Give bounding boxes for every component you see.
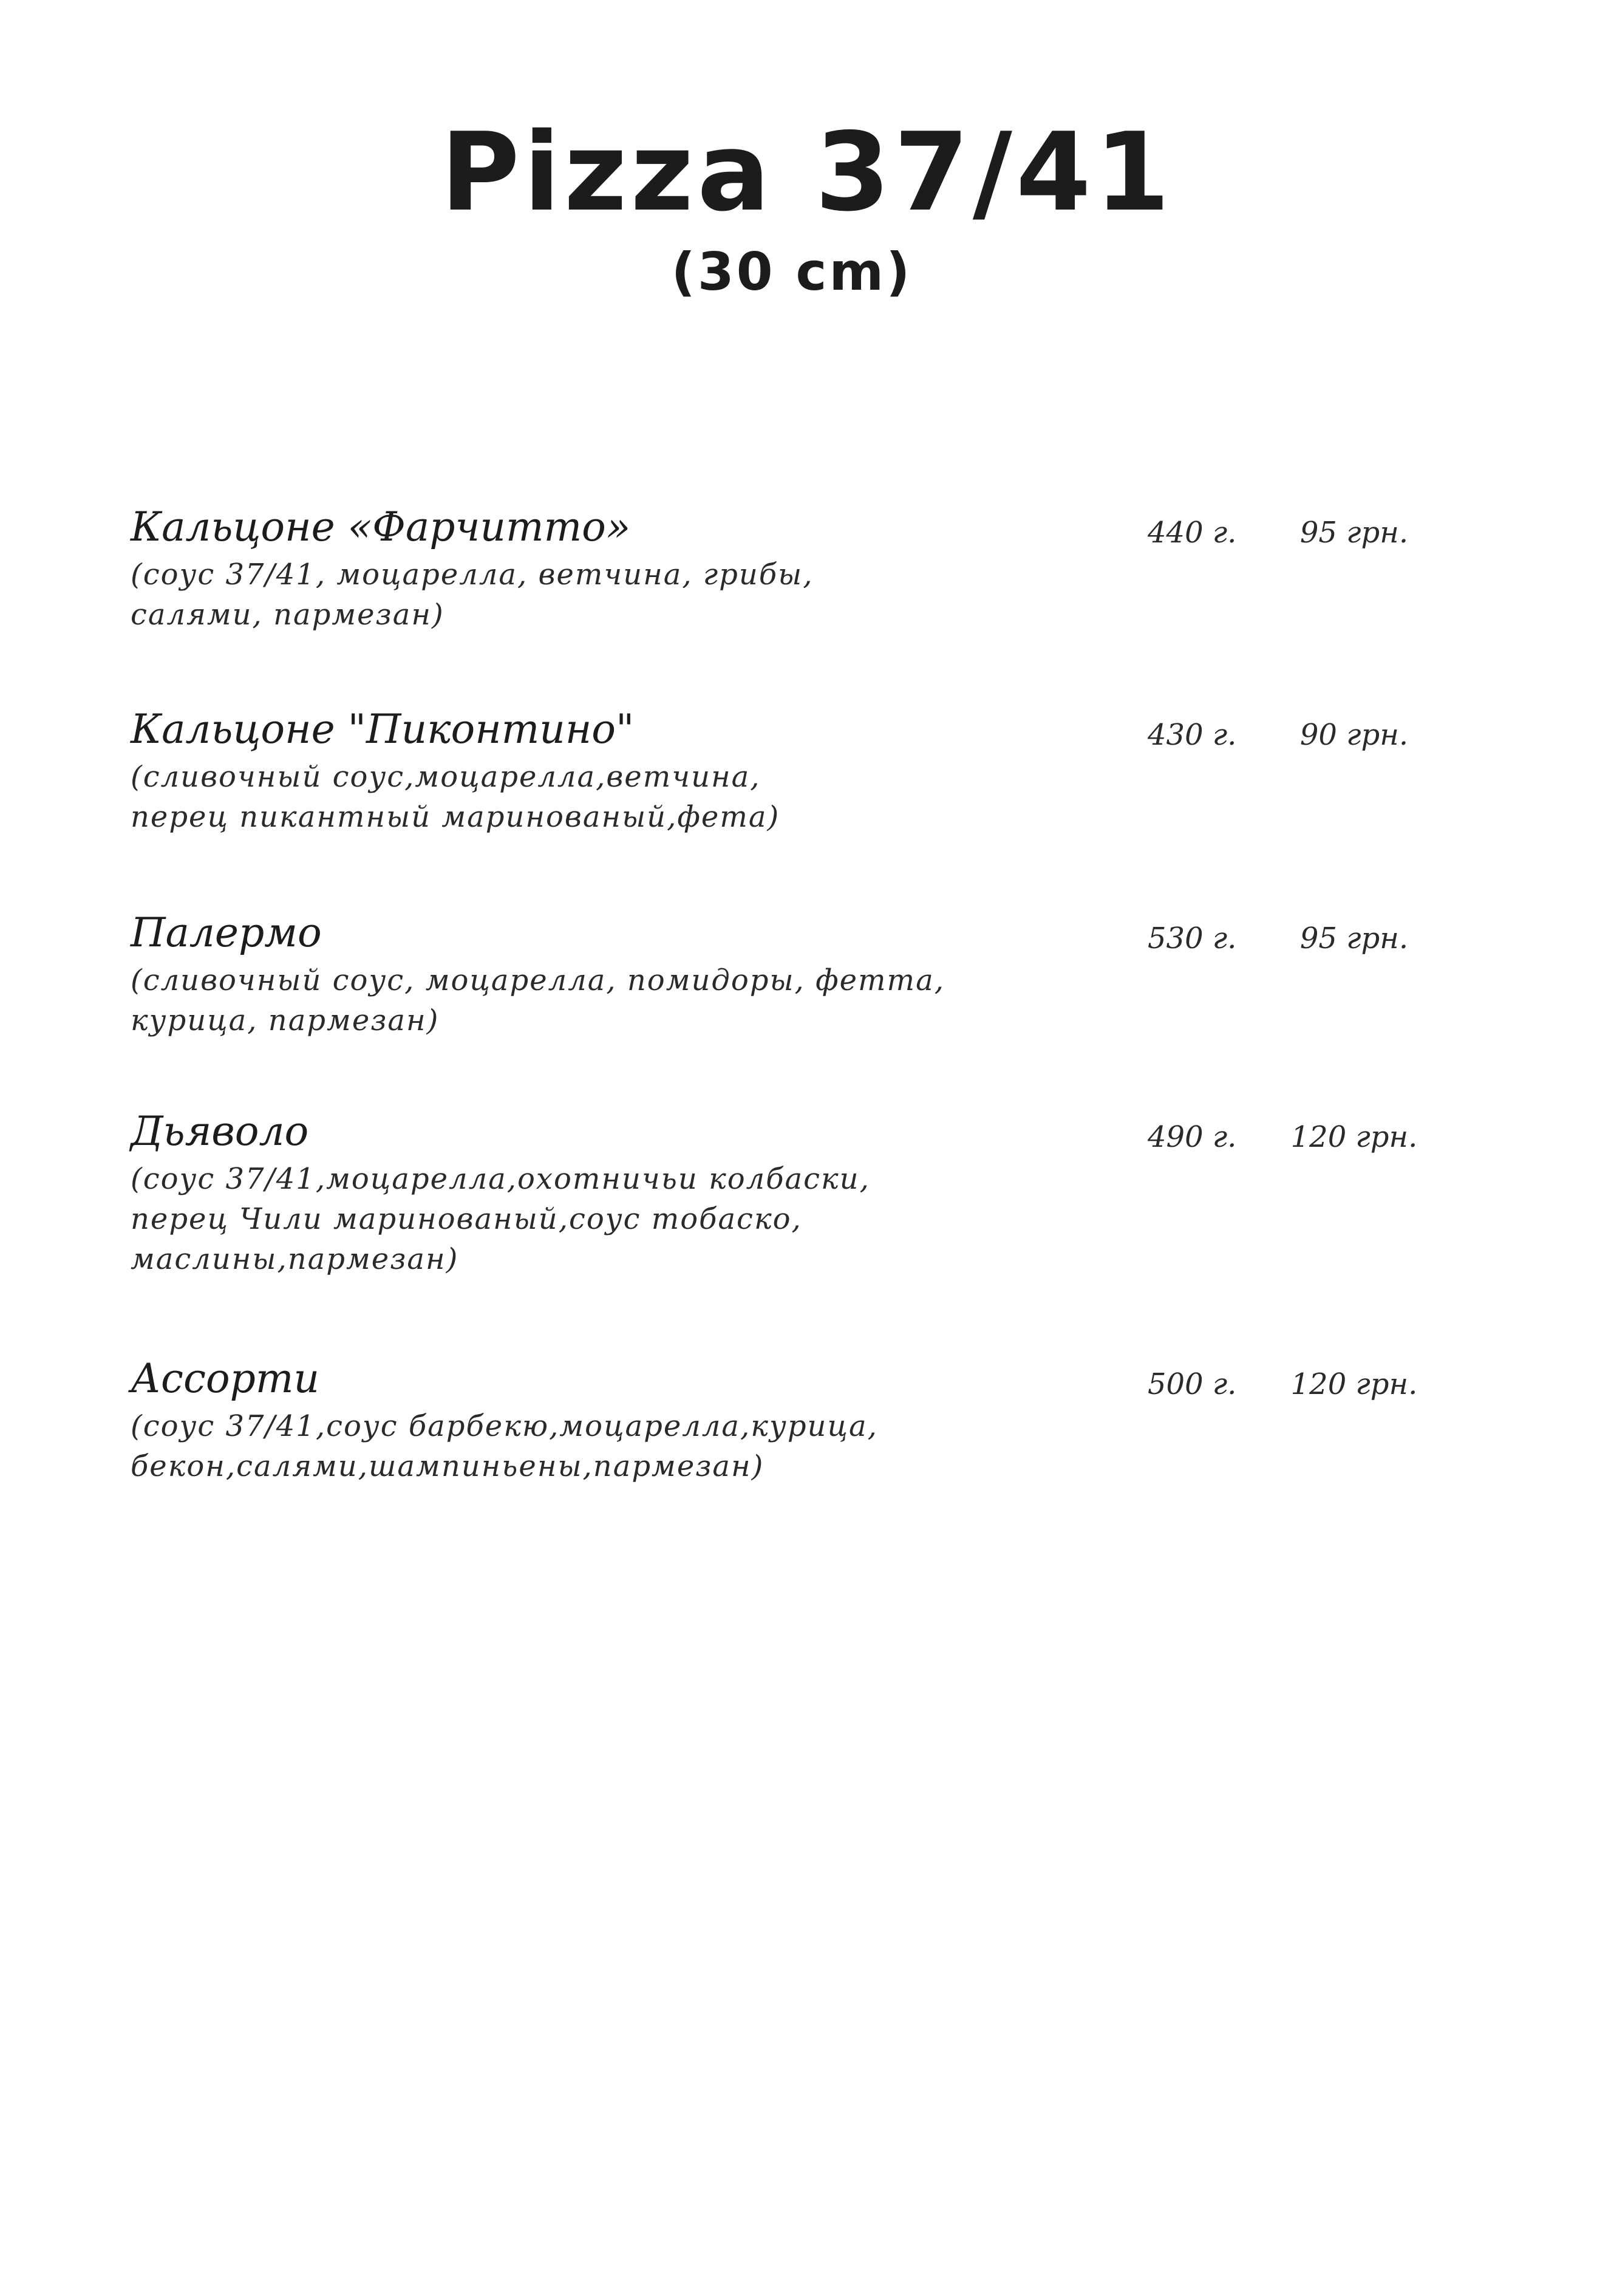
menu-item-description-line: салями, пармезан)	[131, 598, 444, 632]
menu-item-description-line: (сливочный соус,моцарелла,ветчина,	[131, 760, 761, 794]
menu-item-description-line: перец Чили маринованый,соус тобаско,	[131, 1202, 802, 1236]
menu-item-weight: 440 г.	[1148, 516, 1237, 550]
menu-item-description-line: (сливочный соус, моцарелла, помидоры, фетта,	[131, 963, 945, 997]
menu-item-description	[131, 1159, 1503, 1279]
menu-item-weight: 500 г.	[1148, 1367, 1237, 1401]
menu-item-description	[131, 555, 1503, 635]
menu-item-weight: 530 г.	[1148, 921, 1237, 955]
menu-item-description-line: (соус 37/41,соус барбекю,моцарелла,курица,	[131, 1409, 878, 1443]
menu-item-price: 120 грн.	[1290, 1367, 1418, 1401]
menu-item	[131, 1355, 1503, 1486]
menu-item-description-line: маслины,пармезан)	[131, 1242, 459, 1276]
menu-item-description	[131, 757, 1503, 837]
menu-item	[131, 909, 1503, 1040]
menu-item-price: 90 грн.	[1299, 718, 1409, 752]
menu-item-description	[131, 960, 1503, 1040]
menu-item	[131, 1108, 1503, 1279]
menu-item-description-line: перец пикантный маринованый,фета)	[131, 800, 780, 834]
menu-item-description-line: курица, пармезан)	[131, 1003, 440, 1037]
menu-item-description	[131, 1406, 1503, 1486]
menu-item	[131, 504, 1503, 635]
menu-item-weight: 430 г.	[1148, 718, 1237, 752]
menu-item-name: Кальцоне «Фарчитто»	[131, 504, 631, 550]
menu-item-name: Кальцоне "Пиконтино"	[131, 706, 635, 753]
menu-item-price: 95 грн.	[1299, 921, 1409, 955]
menu-item-description-line: (соус 37/41,моцарелла,охотничьи колбаски,	[131, 1162, 870, 1196]
menu-item-name: Дьяволо	[131, 1108, 309, 1155]
menu-item-name: Палермо	[131, 909, 322, 956]
menu-item-name: Ассорти	[131, 1355, 319, 1402]
page-subtitle: (30 cm)	[671, 242, 913, 302]
menu-item	[131, 706, 1503, 837]
menu-item-price: 120 грн.	[1290, 1120, 1418, 1154]
menu-item-weight: 490 г.	[1148, 1120, 1237, 1154]
menu-item-description-line: (соус 37/41, моцарелла, ветчина, грибы,	[131, 558, 814, 592]
page-title: Pizza 37/41	[440, 109, 1174, 235]
menu-item-description-line: бекон,салями,шампиньены,пармезан)	[131, 1449, 764, 1483]
menu-item-price: 95 грн.	[1299, 516, 1409, 550]
